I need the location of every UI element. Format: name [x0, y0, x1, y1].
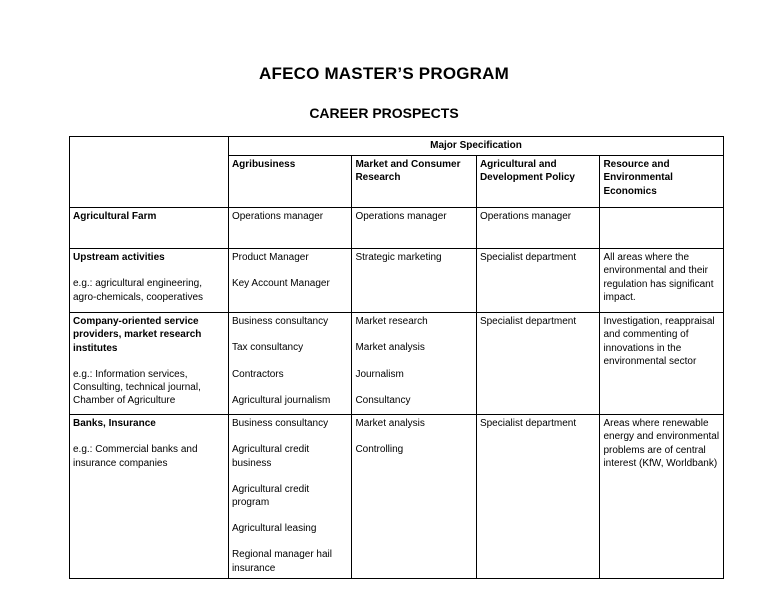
job-item: Controlling — [355, 444, 404, 456]
job-item: Operations manager — [231, 211, 324, 223]
career-prospects-table — [69, 136, 724, 579]
agribusiness-cell — [228, 313, 352, 415]
major-specification-header: Major Specification — [228, 137, 723, 156]
policy-cell — [476, 208, 600, 249]
row-label: Company-oriented service providers, market research institutes — [73, 316, 202, 354]
job-item: Specialist department — [479, 316, 577, 328]
job-item: Agricultural leasing — [231, 523, 317, 535]
spacer — [355, 355, 473, 368]
spacer — [232, 535, 349, 548]
market-cell — [352, 249, 477, 313]
job-item: Market analysis — [355, 342, 425, 354]
row-example: e.g.: Information services, Consulting, technical journal, Chamber of Agriculture — [73, 368, 201, 407]
table-row — [70, 313, 724, 415]
job-item: Tax consultancy — [231, 342, 304, 354]
job-item: Agricultural credit business — [231, 444, 310, 469]
job-item: Consultancy — [355, 394, 411, 406]
job-item: Specialist department — [479, 418, 577, 430]
job-item: Key Account Manager — [231, 278, 330, 290]
resource-cell — [600, 208, 724, 249]
row-example: e.g.: Commercial banks and insurance companies — [73, 444, 198, 469]
spacer — [232, 264, 349, 277]
spacer — [232, 430, 349, 443]
spacer — [73, 355, 225, 368]
job-item: Market research — [355, 316, 428, 328]
job-item: Agricultural credit program — [231, 483, 310, 509]
job-item: Regional manager hail insurance — [231, 549, 333, 574]
column-header-agricultural-development-policy: Agricultural and Development Policy — [476, 156, 600, 208]
row-label: Banks, Insurance — [73, 418, 156, 430]
job-item: Specialist department — [479, 252, 577, 264]
market-cell — [352, 313, 477, 415]
table-row — [70, 208, 724, 249]
resource-description: All areas where the environmental and their regulation has significant impact. — [603, 252, 714, 303]
job-item: Business consultancy — [231, 418, 329, 430]
spacer — [73, 430, 225, 443]
spacer — [232, 470, 349, 483]
document-subtitle: CAREER PROSPECTS — [309, 105, 459, 121]
table-row — [70, 415, 724, 579]
job-item: Product Manager — [231, 252, 309, 264]
agribusiness-cell — [228, 208, 352, 249]
market-cell — [352, 208, 477, 249]
job-item: Operations manager — [355, 211, 447, 223]
row-label-cell — [70, 249, 229, 313]
row-example: e.g.: agricultural engineering, agro-chemicals, cooperatives — [73, 278, 204, 303]
row-label: Agricultural Farm — [73, 211, 157, 223]
table-header-row — [70, 137, 724, 156]
spacer — [232, 509, 349, 522]
job-item: Strategic marketing — [355, 252, 442, 264]
spacer — [73, 264, 225, 277]
agribusiness-cell — [228, 415, 352, 579]
policy-cell — [476, 415, 600, 579]
market-cell — [352, 415, 477, 579]
spacer — [232, 381, 349, 394]
job-item: Operations manager — [479, 211, 572, 223]
row-label-cell — [70, 415, 229, 579]
job-item: Contractors — [231, 368, 284, 380]
column-header-market-consumer-research: Market and Consumer Research — [352, 156, 477, 208]
spacer — [355, 430, 473, 443]
job-item: Market analysis — [355, 418, 425, 430]
agribusiness-cell — [228, 249, 352, 313]
job-item: Agricultural journalism — [231, 394, 331, 406]
resource-cell — [600, 249, 724, 313]
resource-cell — [600, 415, 724, 579]
corner-cell — [70, 137, 229, 208]
document-title: AFECO MASTER’S PROGRAM — [259, 64, 509, 83]
row-label: Upstream activities — [73, 252, 165, 264]
job-item: Journalism — [355, 368, 404, 380]
resource-description: Areas where renewable energy and environmental problems are of central interest (KfW, Worldbank) — [603, 418, 720, 469]
policy-cell — [476, 249, 600, 313]
resource-description: Investigation, reappraisal and commenting of innovations in the environmental sector — [603, 316, 715, 367]
table-row — [70, 249, 724, 313]
spacer — [355, 328, 473, 341]
spacer — [232, 355, 349, 368]
job-item: Business consultancy — [231, 316, 329, 328]
row-label-cell — [70, 313, 229, 415]
column-header-resource-environmental-economics: Resource and Environmental Economics — [600, 156, 724, 208]
spacer — [355, 381, 473, 394]
resource-cell — [600, 313, 724, 415]
policy-cell — [476, 313, 600, 415]
spacer — [232, 328, 349, 341]
column-header-agribusiness: Agribusiness — [228, 156, 352, 208]
row-label-cell — [70, 208, 229, 249]
